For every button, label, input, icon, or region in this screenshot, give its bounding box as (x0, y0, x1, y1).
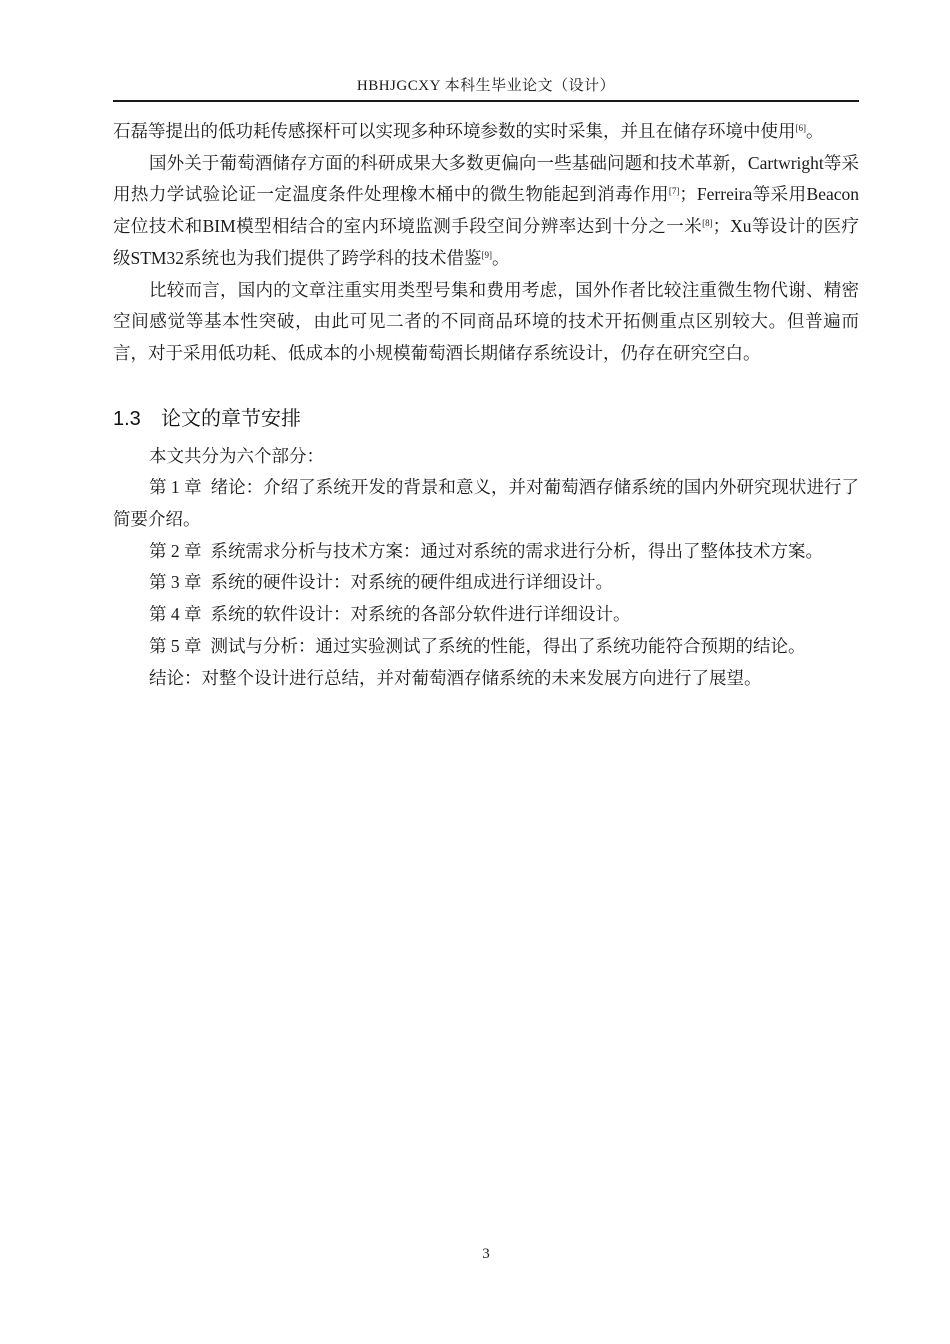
paragraph-text: ；Ferreira等采用Beacon定位技术和BIM模型相结合的室内环境监测手段空间分辨率达到十分之一米 (113, 184, 860, 237)
header-divider (113, 100, 859, 102)
paragraph-domestic-research (113, 116, 859, 148)
outline-intro: 本文共分为六个部分： (149, 445, 324, 466)
citation-9: [9] (481, 249, 492, 260)
chapter-description: 系统需求分析与技术方案：通过对系统的需求进行分析，得出了整体技术方案。 (210, 540, 823, 561)
page-body (113, 116, 859, 694)
chapter-label: 第 1 章 (149, 477, 202, 498)
chapter-description: 测试与分析：通过实验测试了系统的性能，得出了系统功能符合预期的结论。 (210, 635, 806, 656)
chapter-label: 第 3 章 (149, 572, 202, 593)
paragraph-text: 。 (491, 247, 510, 268)
outline-item (113, 599, 859, 631)
citation-6: [6] (795, 123, 806, 133)
paragraph-text: 。 (806, 121, 824, 141)
outline-item (113, 567, 859, 599)
paragraph-text: 国外关于葡萄酒储存方面的科研成果大多数更偏向一些基础问题和技术革新，Cartwright等采用热力学试验论证一定温度条件处理橡木桶中的微生物能起到消毒作用 (113, 152, 859, 205)
section-heading (113, 401, 859, 436)
outline-item (113, 472, 859, 535)
chapter-label: 第 2 章 (149, 540, 202, 561)
page-header-title: HBHJGCXY 本科生毕业论文（设计） (356, 78, 616, 94)
outline-item (113, 536, 859, 568)
section-title: 论文的章节安排 (161, 405, 301, 430)
chapter-description: 绪论：介绍了系统开发的背景和意义，并对葡萄酒存储系统的国内外研究现状进行了简要介绍。 (113, 477, 860, 530)
section-number: 1.3 (113, 407, 141, 430)
citation-8: [8] (702, 218, 713, 229)
chapter-label: 第 4 章 (149, 604, 202, 625)
chapter-description: 系统的软件设计：对系统的各部分软件进行详细设计。 (210, 604, 631, 625)
paragraph-text: ；Xu等设计的医疗级STM32系统也为我们提供了跨学科的技术借鉴 (113, 216, 859, 268)
outline-item (113, 631, 859, 663)
paragraph-foreign-research (113, 148, 859, 275)
chapter-label: 第 5 章 (149, 635, 202, 656)
outline-conclusion: 结论：对整个设计进行总结，并对葡萄酒存储系统的未来发展方向进行了展望。 (149, 667, 762, 688)
paragraph-comparison: 比较而言，国内的文章注重实用类型号集和费用考虑，国外作者比较注重微生物代谢、精密空间感觉等基本性突破，由此可见二者的不同商品环境的技术开拓侧重点区别较大。但普遍而言，对于采用低功耗、低成本的小规模葡萄酒长期储存系统设计，仍存在研究空白。 (113, 279, 859, 363)
page-number: 3 (482, 1246, 490, 1262)
chapter-description: 系统的硬件设计：对系统的硬件组成进行详细设计。 (210, 572, 613, 593)
citation-7: [7] (668, 186, 680, 197)
paragraph-text: 石磊等提出的低功耗传感探杆可以实现多种环境参数的实时采集，并且在储存环境中使用 (113, 121, 796, 141)
